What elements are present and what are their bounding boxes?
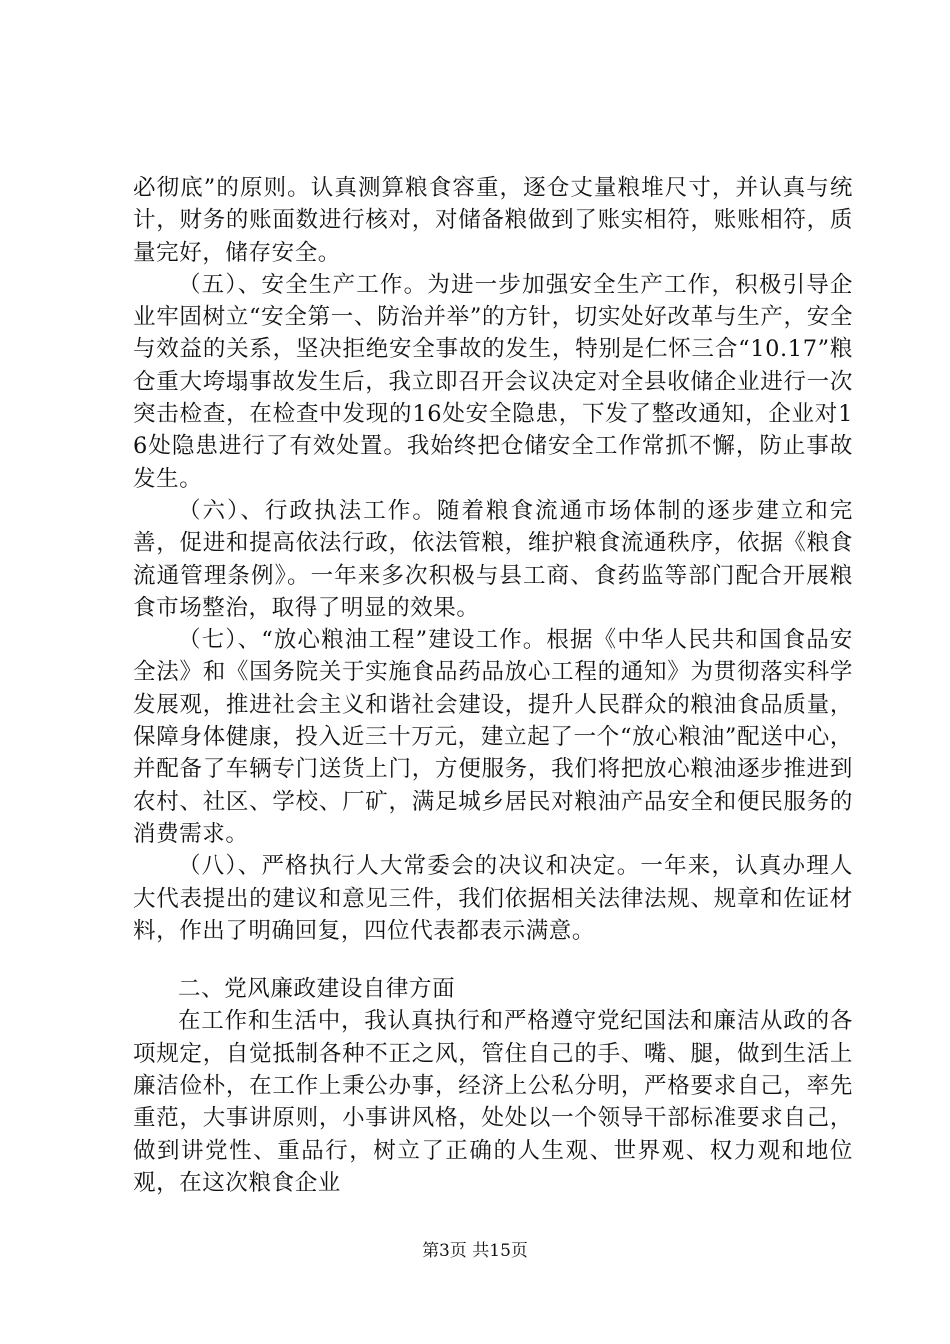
paragraph-npc-resolutions: （八）、严格执行人大常委会的决议和决定。一年来，认真办理人大代表提出的建议和意见三件，我们依据相关法律法规、规章和佐证材料，作出了明确回复，四位代表都表示满意。: [133, 853, 853, 944]
paragraph-safety-production: （五）、安全生产工作。为进一步加强安全生产工作，积极引导企业牢固树立“安全第一、防治并举”的方针，切实处好改革与生产，安全与效益的关系，坚决拒绝安全事故的发生，特别是仁怀三合“10.17”粮仓重大垮塌事故发生后，我立即召开会议决定对全县收储企业进行一次突击检查，在检查中发现的16处安全隐患，下发了整改通知，企业对16处隐患进行了有效处置。我始终把仓储安全工作常抓不懈，防止事故发生。: [133, 271, 853, 492]
section-heading: 二、党风廉政建设自律方面: [178, 976, 456, 1003]
paragraph-administrative-enforcement: （六）、行政执法工作。随着粮食流通市场体制的逐步建立和完善，促进和提高依法行政，依法管粮，维护粮食流通秩序，依据《粮食流通管理条例》。一年来多次积极与县工商、食药监等部门配合开展粮食市场整治，取得了明显的效果。: [133, 497, 853, 621]
page-number-footer: 第3页 共15页: [422, 1241, 528, 1261]
paragraph-grain-oil-project: （七）、“放心粮油工程”建设工作。根据《中华人民共和国食品安全法》和《国务院关于实施食品药品放心工程的通知》为贯彻落实科学发展观，推进社会主义和谐社会建设，提升人民群众的粮油食品质量，保障身体健康，投入近三十万元，建立起了一个“放心粮油”配送中心，并配备了车辆专门送货上门，方便服务，我们将把放心粮油逐步推进到农村、社区、学校、厂矿，满足城乡居民对粮油产品安全和便民服务的消费需求。: [133, 627, 853, 847]
paragraph-self-discipline: 在工作和生活中，我认真执行和严格遵守党纪国法和廉洁从政的各项规定，自觉抵制各种不正之风，管住自己的手、嘴、腿，做到生活上廉洁俭朴，在工作上秉公办事，经济上公私分明，严格要求自己，率先重范，大事讲原则，小事讲风格，处处以一个领导干部标准要求自己，做到讲党性、重品行，树立了正确的人生观、世界观、权力观和地位观，在这次粮食企业: [133, 1008, 853, 1196]
document-body: [133, 172, 853, 1199]
paragraph-continuation: 必彻底”的原则。认真测算粮食容重，逐仓丈量粮堆尺寸，并认真与统计，财务的账面数进行核对，对储备粮做到了账实相符，账账相符，质量完好，储存安全。: [133, 175, 853, 266]
